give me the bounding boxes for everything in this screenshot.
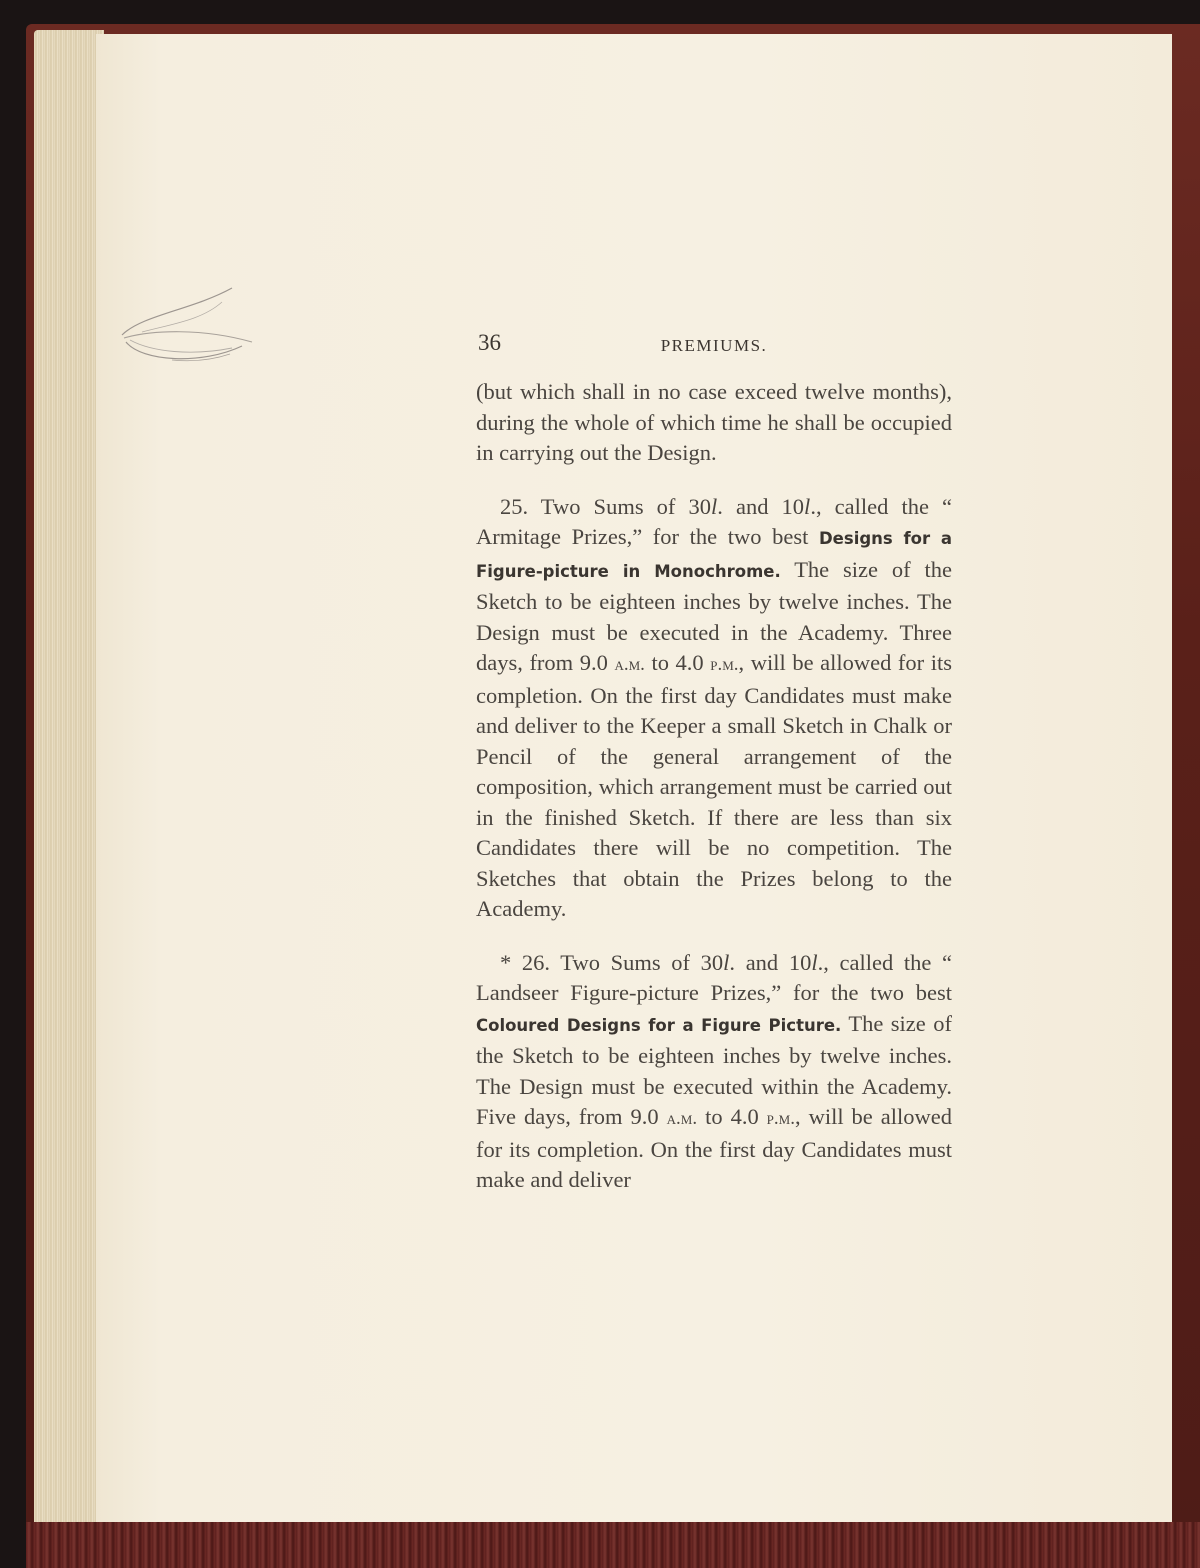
body-text — [476, 377, 952, 1196]
text-run: * 26. Two Sums of 30 — [500, 949, 724, 975]
text-run: to 4.0 — [644, 650, 711, 675]
page-number: 36 — [478, 330, 501, 355]
text-run: ., called the “ Landseer Figure-picture Prizes,” for the two best — [476, 949, 952, 1005]
text-run: . and 10 — [729, 949, 812, 975]
paragraph-26 — [476, 948, 952, 1196]
time-am: a.m. — [614, 654, 645, 675]
text-run: to 4.0 — [697, 1104, 767, 1129]
pound-symbol: l — [723, 949, 730, 975]
text-run: The size of the Sketch to be eighteen inches by twelve inches. The Design must be executed within the Academy. Five days, from 9.0 — [476, 1010, 952, 1129]
time-am: a.m. — [666, 1108, 698, 1129]
text-run: . and 10 — [717, 493, 805, 519]
text-run: The size of the Sketch to be eighteen inches by twelve inches. The Design must be executed in the Academy. Three days, from 9.0 — [476, 556, 952, 675]
pencil-sketch-mark — [112, 280, 262, 380]
cover-bottom-edge — [26, 1522, 1200, 1568]
paragraph-continuation: (but which shall in no case exceed twelve months), during the whole of which time he shall be occupied in carrying out the Design. — [476, 379, 952, 465]
time-pm: p.m. — [710, 654, 739, 675]
bold-heading: Coloured Designs for a Figure Picture. — [476, 1015, 842, 1035]
pound-symbol: l — [811, 949, 818, 975]
paragraph-25 — [476, 492, 952, 925]
time-pm: p.m. — [766, 1108, 795, 1129]
text-run: , will be allowed for its completion. On the first day Candidates must make and deliver — [476, 1104, 952, 1192]
text-run: , will be allowed for its completion. On the first day Candidates must make and deliver to the Keeper a small Sketch in Chalk or Pencil of the general arrangement of the composition, which arrangement must be carried out in the finished Sketch. If there are less than six Candidates there will be no competition. The Sketches that obtain the Prizes belong to the Academy. — [476, 650, 952, 921]
text-run: 25. Two Sums of 30 — [500, 493, 711, 519]
running-title: PREMIUMS. — [660, 336, 768, 355]
page-edges — [34, 30, 104, 1530]
text-run: ., called the “ Armitage Prizes,” for the two best — [476, 493, 952, 549]
pound-symbol: l — [804, 493, 811, 519]
running-head — [478, 330, 950, 366]
bold-heading: Designs for a Figure-picture in Monochrome. — [476, 529, 952, 581]
pound-symbol: l — [711, 493, 718, 519]
